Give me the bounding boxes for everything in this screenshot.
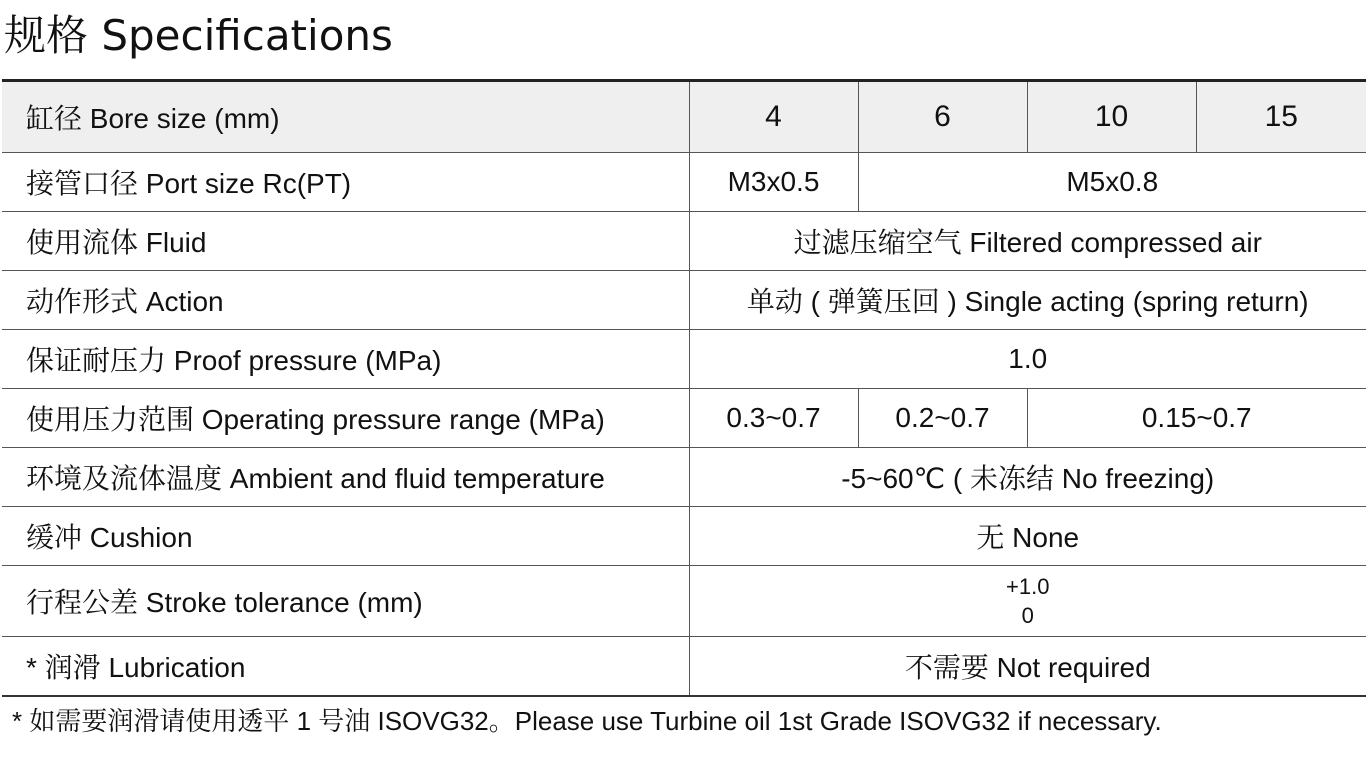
bore-4: 4 — [689, 81, 858, 153]
lubrication-value: 不需要 Not required — [689, 637, 1366, 697]
specifications-table — [2, 79, 1366, 697]
stroke-tolerance-lower: 0 — [1021, 603, 1034, 628]
stroke-tolerance-upper: +1.0 — [1006, 574, 1050, 599]
table-row — [2, 637, 1366, 697]
cushion-value: 无 None — [689, 507, 1366, 566]
operating-pressure-value-4: 0.3~0.7 — [689, 389, 858, 448]
table-row — [2, 271, 1366, 330]
bore-15: 15 — [1196, 81, 1366, 153]
fluid-label: 使用流体 Fluid — [2, 212, 689, 271]
stroke-tolerance-value — [689, 566, 1366, 637]
table-row — [2, 566, 1366, 637]
port-size-value-4: M3x0.5 — [689, 153, 858, 212]
operating-pressure-value-6: 0.2~0.7 — [858, 389, 1027, 448]
proof-pressure-label: 保证耐压力 Proof pressure (MPa) — [2, 330, 689, 389]
bore-size-label: 缸径 Bore size (mm) — [2, 81, 689, 153]
footnote: * 如需要润滑请使用透平 1 号油 ISOVG32。Please use Turbine oil 1st Grade ISOVG32 if necessary. — [12, 706, 1162, 736]
bore-6: 6 — [858, 81, 1027, 153]
proof-pressure-value: 1.0 — [689, 330, 1366, 389]
lubrication-label: * 润滑 Lubrication — [2, 637, 689, 697]
action-value: 单动 ( 弹簧压回 ) Single acting (spring return) — [689, 271, 1366, 330]
page-title: 规格 Specifications — [4, 11, 393, 60]
table-row — [2, 389, 1366, 448]
operating-pressure-value-10-15: 0.15~0.7 — [1027, 389, 1366, 448]
stroke-tolerance-label: 行程公差 Stroke tolerance (mm) — [2, 566, 689, 637]
operating-pressure-label: 使用压力范围 Operating pressure range (MPa) — [2, 389, 689, 448]
cushion-label: 缓冲 Cushion — [2, 507, 689, 566]
table-row — [2, 153, 1366, 212]
temperature-value: -5~60℃ ( 未冻结 No freezing) — [689, 448, 1366, 507]
port-size-value-6-15: M5x0.8 — [858, 153, 1366, 212]
table-row — [2, 212, 1366, 271]
action-label: 动作形式 Action — [2, 271, 689, 330]
table-row — [2, 330, 1366, 389]
port-size-label: 接管口径 Port size Rc(PT) — [2, 153, 689, 212]
bore-10: 10 — [1027, 81, 1196, 153]
table-row — [2, 448, 1366, 507]
temperature-label: 环境及流体温度 Ambient and fluid temperature — [2, 448, 689, 507]
fluid-value: 过滤压缩空气 Filtered compressed air — [689, 212, 1366, 271]
table-row — [2, 507, 1366, 566]
table-header-row — [2, 81, 1366, 153]
